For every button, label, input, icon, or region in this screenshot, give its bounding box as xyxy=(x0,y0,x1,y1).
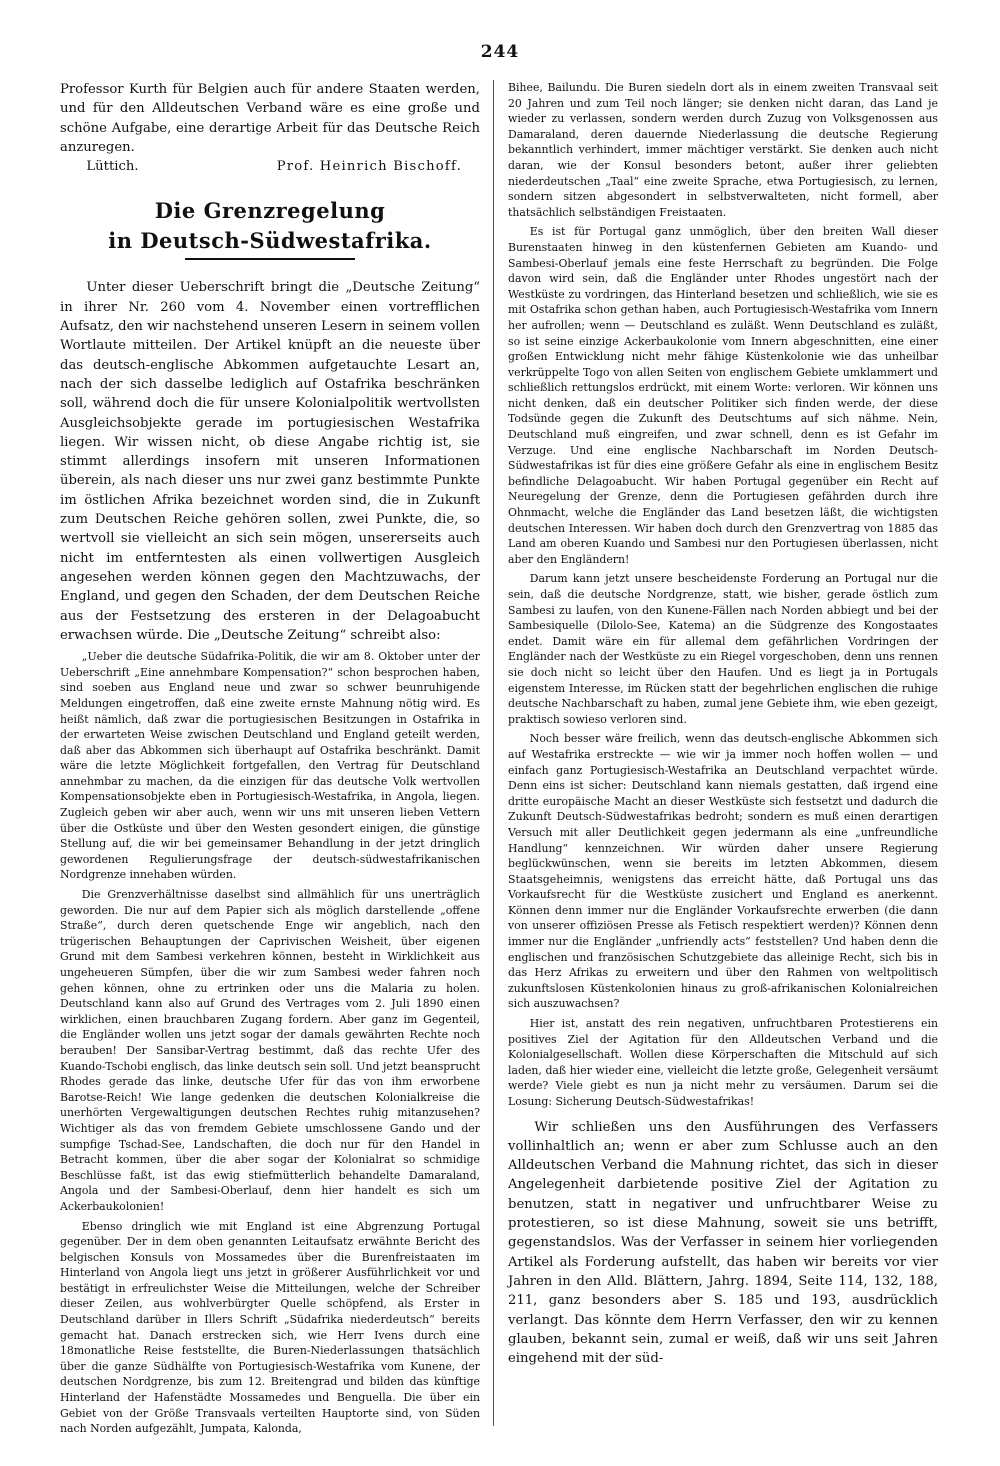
title-rule xyxy=(185,258,355,260)
intro-paragraph: Professor Kurth für Belgien auch für andere Staaten werden, und für den Alldeutschen Verband wäre es eine große und schöne Aufgabe, eine derartige Arbeit für das Deutsche Reich anzuregen. xyxy=(60,82,480,155)
quote-paragraph-7: Noch besser wäre freilich, wenn das deutsch-englische Abkommen sich auf Westafrika erstreckte — wie wir ja immer noch hoffen wollen — und einfach ganz Portugiesisch-Westafrika an Deutschland verpachtet würde. Denn eins ist sicher: Deutschland kann niemals gestatten, daß irgend eine dritte europäische Macht an dieser Westküste sich festsetzt und dadurch die Zukunft Deutsch-Südwestafrikas bedroht; sondern es muß einen derartigen Versuch mit aller Deutlichkeit gegen jedermann als eine „unfreundliche Handlung“ kennzeichnen. Wir würden daher unsere Regierung beglückwünschen, wenn sie bereits im letzten Abkommen, diesem Staatsgeheimnis, wenigstens das erreicht hätte, daß Portugal uns das Vorkaufsrecht für die Westküste zusichert und England es anerkennt. Können denn immer nur die Engländer Vorkaufsrechte erwerben (die dann von unserer offiziösen Presse als Fetisch respektiert werden)? Können denn immer nur die Engländer „unfriendly acts“ feststellen? Und haben denn die englischen und französischen Schutzgebiete das alleinige Recht, sich bis in das Herz Afrikas zu erweitern und über den Rahmen von weltpolitisch zukunftslosen Küstenkolonien hinaus zu groß-afrikanischen Kolonialreichen sich auszuwachsen? xyxy=(508,732,938,1011)
quote-paragraph-3: Ebenso dringlich wie mit England ist eine Abgrenzung Portugal gegenüber. Der in dem oben genannten Leitaufsatz erwähnte Bericht des belgischen Konsuls von Mossamedes über die Burenfreistaaten im Hinterland von Angola liegt uns jetzt in größerer Ausführlichkeit vor und bestätigt in erfreulichster Weise die Mitteilungen, welche der Schreiber dieser Zeilen, aus wohlverbürgter Quelle schöpfend, als Erster in Deutschland darüber in Illers Schrift „Südafrika niederdeutsch“ bereits gemacht hat. Danach erstrecken sich, wie Herr Ivens durch eine 18monatliche Reise feststellte, die Buren-Niederlassungen thatsächlich über die ganze Südhälfte von Portugiesisch-Westafrika vom Kunene, der deutschen Nordgrenze, bis zum 12. Breitengrad und bilden das künftige Hinterland der Hafenstädte Mossamedes und Benguella. Die über ein Gebiet von der Größe Transvaals verteilten Hauptorte sind, von Süden nach Norden aufgezählt, Jumpata, Kalonda, xyxy=(60,1219,480,1436)
quote-paragraph-4: Bihee, Bailundu. Die Buren siedeln dort als in einem zweiten Transvaal seit 20 Jahren und zum Teil noch länger; sie denken nicht daran, das Land je wieder zu verlassen, sondern werden durch Zuzug von Volksgenossen aus Damaraland, deren dauernde Niederlassung die deutsche Regierung bekanntlich verhindert, immer mächtiger verstärkt. Sie denken auch nicht daran, wie der Konsul besonders betont, außer ihrer geliebten niederdeutschen „Taal“ eine zweite Sprache, etwa Portugiesisch, zu lernen, sondern sitzen abgesondert in selbstverwalteten, nicht formell, aber thatsächlich selbständigen Freistaaten. xyxy=(508,81,938,219)
quote-paragraph-6: Darum kann jetzt unsere bescheidenste Forderung an Portugal nur die sein, daß die deutsche Nordgrenze, statt, wie bisher, gerade östlich zum Sambesi zu laufen, von den Kunene-Fällen nach Norden abbiegt und bei der Sambesiquelle (Dilolo-See, Katema) an die Südgrenze des Kongostaates endet. Damit wäre ein für allemal dem gefährlichen Vordringen der Engländer nach der Westküste zu ein Riegel vorgeschoben, denn uns rennen sie doch nicht so leicht über den Haufen. Und es liegt ja in Portugals eigenstem Interesse, im Rücken statt der begehrlichen englischen die ruhige deutsche Nachbarschaft zu haben, zumal jene Gebiete ihm, wie eben gezeigt, praktisch sowieso verloren sind. xyxy=(508,572,938,726)
article-title-line-1: Die Grenzregelung xyxy=(154,198,386,224)
quote-paragraph-8: Hier ist, anstatt des rein negativen, unfruchtbaren Protestierens ein positives Ziel der Agitation für den Alldeutschen Verband und die Kolonialgesellschaft. Wollen diese Körperschaften die Mitschuld auf sich laden, daß hier wieder eine, vielleicht die letzte große, Gelegenheit versäumt werde? Viele giebt es nun ja nicht mehr zu versäumen. Darum sei die Losung: Sicherung Deutsch-Südwestafrikas! xyxy=(508,1017,938,1108)
column-divider xyxy=(493,80,494,1426)
signature-place: Lüttich. xyxy=(86,159,139,175)
closing-paragraph: Wir schließen uns den Ausführungen des Verfassers vollinhaltlich an; wenn er aber zum Schlusse auch an den Alldeutschen Verband die Mahnung richtet, das sich in dieser Angelegenheit darbietende positive Ziel der Agitation zu benutzen, statt in negativer und unfruchtbarer Weise zu protestieren, so ist diese Mahnung, soweit sie uns betrifft, gegenstandslos. Was der Verfasser in seinem hier vorliegenden Artikel als Forderung aufstellt, das haben wir bereits vor vier Jahren in den Alld. Blättern, Jahrg. 1894, Seite 114, 132, 188, 211, ganz besonders aber S. 185 und 193, ausdrücklich verlangt. Das könnte dem Herrn Verfasser, den wir zu kennen glauben, bekannt sein, zumal er weiß, daß wir uns seit Jahren eingehend mit der süd- xyxy=(508,1119,938,1367)
quote-paragraph-1: „Ueber die deutsche Südafrika-Politik, die wir am 8. Oktober unter der Ueberschrift „Eine annehmbare Kompensation?“ schon besprochen haben, sind soeben aus England neue und zwar so schwer beunruhigende Meldungen eingetroffen, daß eine zweite ernste Mahnung nötig wird. Es heißt nämlich, daß zwar die portugiesischen Besitzungen in Ostafrika in der erwarteten Weise zwischen Deutschland und England geteilt werden, daß aber das Abkommen sich überhaupt auf Ostafrika beschränkt. Damit wäre die letzte Möglichkeit fortgefallen, den Vertrag für Deutschland annehmbar zu machen, da die einzigen für das deutsche Volk wertvollen Kompensationsobjekte eben in Portugiesisch-Westafrika, in Angola, liegen. Zugleich geben wir aber auch, wenn wir uns mit unseren lieben Vettern über die Ostküste und über den Westen gesondert einigen, die günstige Stellung auf, die wir bei gemeinsamer Behandlung in der jetzt dringlich gewordenen Regulierungsfrage der deutsch-südwestafrikanischen Nordgrenze innehaben würden. xyxy=(60,650,480,882)
signature-name: Prof. Heinrich Bischoff. xyxy=(276,159,462,175)
left-column xyxy=(60,80,480,1436)
page-number: 244 xyxy=(480,42,520,62)
signature-line xyxy=(60,157,480,176)
right-column xyxy=(508,80,938,1426)
article-title xyxy=(60,196,480,260)
quote-paragraph-5: Es ist für Portugal ganz unmöglich, über den breiten Wall dieser Burenstaaten hinweg in den küstenfernen Gebieten am Kuando- und Sambesi-Oberlauf jemals eine feste Herrschaft zu begründen. Die Folge davon wird sein, daß die Engländer unter Rhodes ungestört nach der Westküste zu vordringen, das Hinterland besetzen und schließlich, wie sie es mit Ostafrika schon gethan haben, auch Portugiesisch-Westafrika vom Innern her aufrollen; wenn — Deutschland es zuläßt. Wenn Deutschland es zuläßt, so ist seine einzige Ackerbaukolonie vom Innern abgeschnitten, eine einer großen Entwicklung nicht mehr fähige Küstenkolonie wie das unheilbar verkrüppelte Togo von allen Seiten von englischem Gebiete umklammert und schließlich rettungslos erdrückt, mit einem Worte: verloren. Wir können uns nicht denken, daß ein deutscher Politiker sich finden werde, der diese Todsünde gegen die Zukunft des Deutschtums auf sich nähme. Nein, Deutschland muß eingreifen, und zwar schnell, denn es ist Gefahr im Verzuge. Und eine englische Nachbarschaft im Norden Deutsch-Südwestafrikas ist für dies eine größere Gefahr als eine in englischem Besitz befindliche Delagoabucht. Wir haben Portugal gegenüber ein Recht auf Neuregelung der Grenze, denn die Portugiesen gefährden durch ihre Ohnmacht, welche die Engländer das Land besetzen läßt, die wichtigsten deutschen Interessen. Wir haben doch durch den Grenzvertrag von 1885 das Land am oberen Kuando und Sambesi nur den Portugiesen überlassen, nicht aber den Engländern! xyxy=(508,225,938,566)
quote-paragraph-2: Die Grenzverhältnisse daselbst sind allmählich für uns unerträglich geworden. Die nur auf dem Papier sich als möglich darstellende „offene Straße“, durch deren quetschende Enge wir angeblich, nach den trügerischen Behauptungen der Caprivischen Weisheit, über eigenen Grund mit dem Sambesi verkehren können, besteht in Wirklichkeit aus ungeheueren Sümpfen, über die wir zum Sambesi weder fahren noch gehen können, ohne zu ertrinken oder uns die Malaria zu holen. Deutschland kann also auf Grund des Vertrages vom 2. Juli 1890 einen wirklichen, einen brauchbaren Zugang fordern. Aber ganz im Gegenteil, die Engländer wollen uns jetzt sogar der damals gewährten Rechte noch berauben! Der Sansibar-Vertrag bestimmt, daß das rechte Ufer des Kuando-Tschobi englisch, das linke deutsch sein soll. Und jetzt beansprucht Rhodes gerade das linke, deutsche Ufer für das von ihm erworbene Barotse-Reich! Wie lange gedenken die deutschen Kolonialkreise die unerhörten Vergewaltigungen deutschen Rechtes ruhig mitanzusehen? Wichtiger als das von fremdem Gebiete umschlossene Gando und der sumpfige Tschad-See, Landschaften, die doch nur für den Handel in Betracht kommen, über die aber sogar der Kolonialrat so schmidige Beschlüsse faßt, ist das ewig stiefmütterlich behandelte Damaraland, Angola und der Sambesi-Oberlauf, denn hier handelt es sich um Ackerbaukolonien! xyxy=(60,888,480,1213)
paragraph-1: Unter dieser Ueberschrift bringt die „Deutsche Zeitung“ in ihrer Nr. 260 vom 4. November einen vortrefflichen Aufsatz, den wir nachstehend unseren Lesern in seinem vollen Wortlaute mitteilen. Der Artikel knüpft an die neueste über das deutsch-englische Abkommen aufgetauchte Lesart an, nach der sich dasselbe lediglich auf Ostafrika beschränken soll, während doch die für unsere Kolonialpolitik wertvollsten Ausgleichsobjekte gerade im portugiesischen Westafrika liegen. Wir wissen nicht, ob diese Angabe richtig ist, sie stimmt allerdings insofern mit unseren Informationen überein, als nach dieser uns nur zwei ganz bestimmte Punkte im östlichen Afrika bezeichnet worden sind, die in Zukunft zum Deutschen Reiche gehören sollen, zwei Punkte, die, so wertvoll sie vielleicht an sich sein mögen, unsererseits auch nicht im entferntesten als einen vollwertigen Ausgleich angesehen werden können gegen den Machtzuwachs, der England, und gegen den Schaden, der dem Deutschen Reiche aus der Festsetzung des ersteren in der Delagoabucht erwachsen würde. Die „Deutsche Zeitung“ schreibt also: xyxy=(60,280,480,643)
article-title-line-2: in Deutsch-Südwestafrika. xyxy=(108,228,432,254)
